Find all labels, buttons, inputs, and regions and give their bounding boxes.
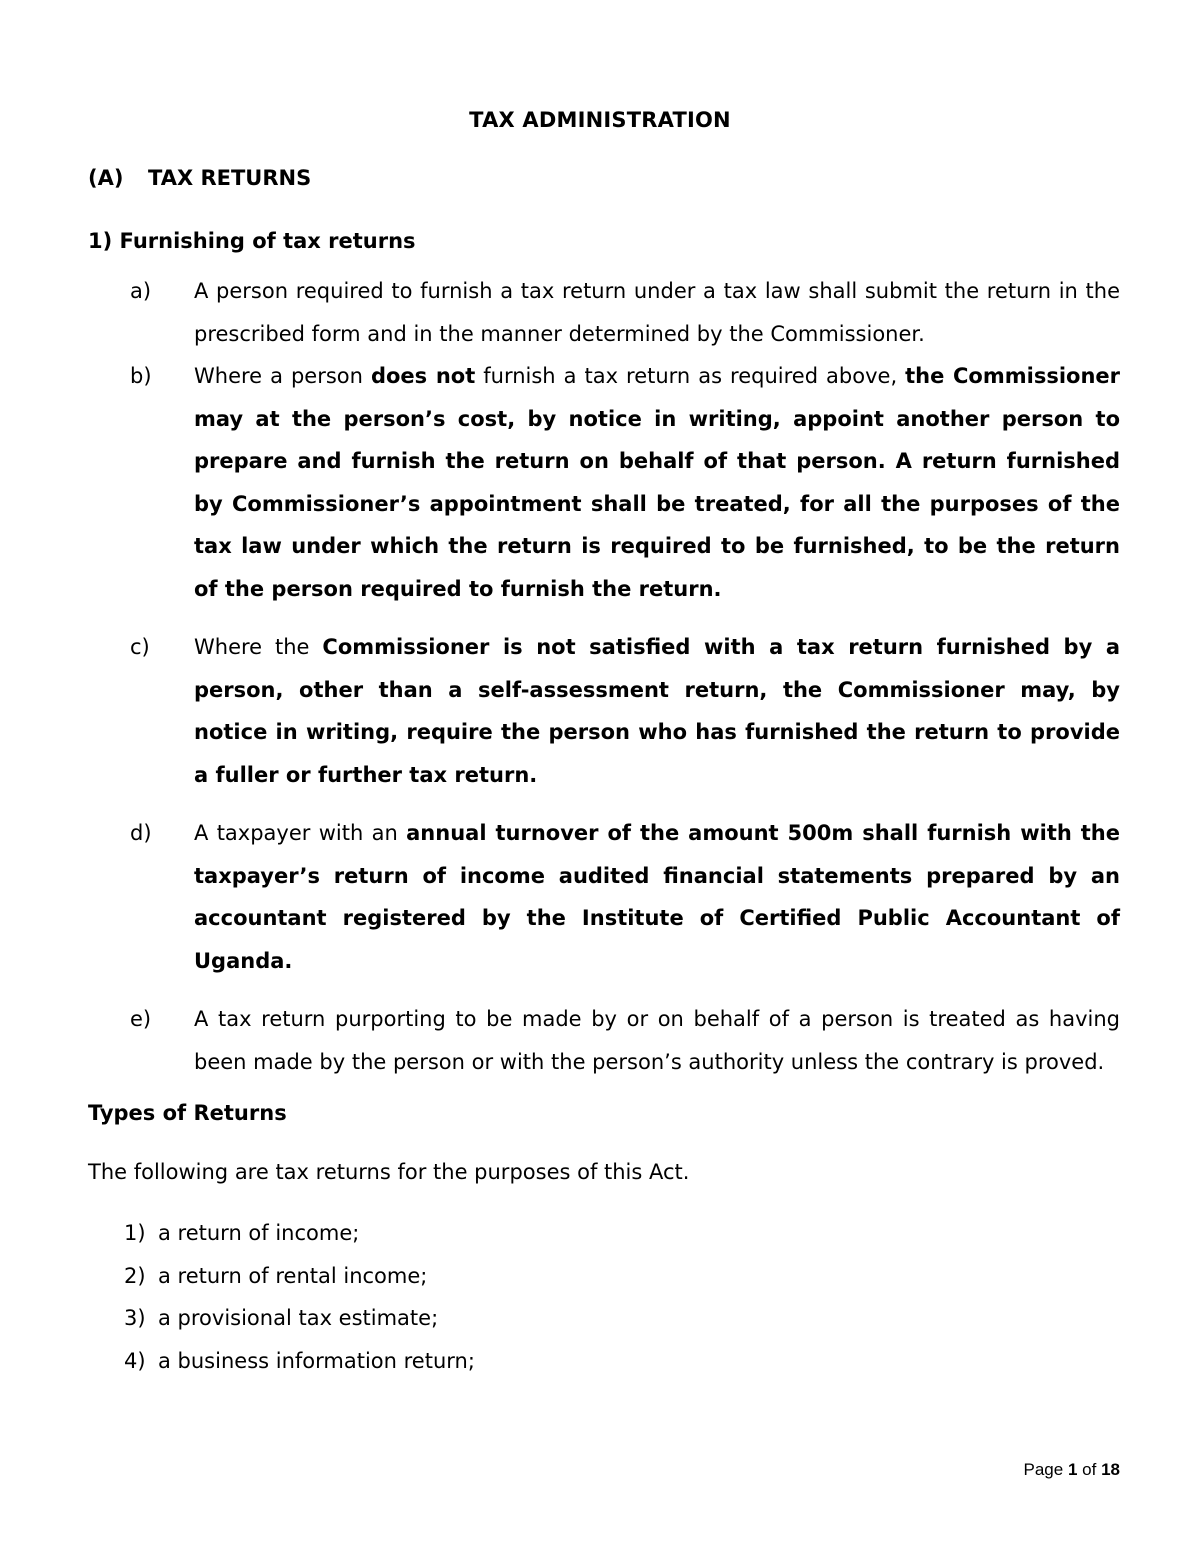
- provision-item: [88, 355, 1120, 611]
- section-heading: [88, 166, 311, 190]
- provision-item: [88, 270, 1120, 355]
- section-letter: (A): [88, 166, 124, 190]
- provision-text-bold: does not: [370, 364, 476, 388]
- provision-item: [88, 998, 1120, 1083]
- return-type-item: [88, 1212, 475, 1255]
- provision-text: A taxpayer with an: [194, 821, 407, 845]
- page-word: Page: [1023, 1460, 1064, 1479]
- provision-text: Where the: [194, 635, 323, 659]
- provision-label: a): [130, 279, 152, 303]
- provision-text: A tax return purporting to be made by or on behalf of a person is treated as having been made by the person or with the person’s authority unless the contrary is proved.: [194, 1007, 1120, 1074]
- provision-item: [88, 626, 1120, 796]
- provision-label: d): [130, 821, 152, 845]
- return-type-item: [88, 1340, 475, 1383]
- provision-text: Where a person: [194, 364, 371, 388]
- of-word: of: [1082, 1460, 1097, 1479]
- return-type-text: a provisional tax estimate;: [158, 1306, 439, 1331]
- page-total: 18: [1101, 1460, 1120, 1479]
- return-type-label: 3): [124, 1306, 146, 1331]
- provision-label: e): [130, 1007, 152, 1031]
- return-type-label: 4): [124, 1348, 146, 1373]
- types-heading: Types of Returns: [88, 1101, 287, 1125]
- provision-item: [88, 812, 1120, 982]
- provision-text: furnish a tax return as required above,: [475, 364, 906, 388]
- section-title: TAX RETURNS: [148, 166, 312, 190]
- document-title: TAX ADMINISTRATION: [469, 108, 731, 132]
- types-list: [88, 1212, 475, 1382]
- page-footer: [1024, 1460, 1120, 1480]
- return-type-text: a return of rental income;: [158, 1263, 428, 1288]
- return-type-text: a business information return;: [158, 1348, 475, 1373]
- provision-label: b): [130, 364, 152, 388]
- provision-text-bold: Commissioner is not satisfied with a tax return furnished by a person, other than a self-assessment return, the Commissioner may, by notice in writing, require the person who has furnished the return to provide a fuller or further tax return.: [194, 635, 1120, 787]
- page-number: 1: [1067, 1460, 1078, 1479]
- return-type-text: a return of income;: [158, 1221, 360, 1245]
- subsection-heading: 1) Furnishing of tax returns: [88, 229, 416, 253]
- provision-text-bold: annual turnover of the amount 500m shall furnish with the taxpayer’s return of income audited financial statements prepared by an accountant registered by the Institute of Certified Public Accountant of Uganda.: [194, 821, 1120, 973]
- types-intro: The following are tax returns for the purposes of this Act.: [88, 1160, 690, 1184]
- return-type-label: 1): [124, 1221, 146, 1245]
- provision-text: A person required to furnish a tax return under a tax law shall submit the return in the prescribed form and in the manner determined by the Commissioner.: [194, 279, 1120, 346]
- return-type-item: [88, 1297, 475, 1340]
- provision-label: c): [130, 635, 150, 659]
- provision-text-bold: the Commissioner may at the person’s cost, by notice in writing, appoint another person to prepare and furnish the return on behalf of that person. A return furnished by Commissioner’s appointment shall be treated, for all the purposes of the tax law under which the return is required to be furnished, to be the return of the person required to furnish the return.: [194, 364, 1120, 601]
- return-type-label: 2): [124, 1263, 146, 1288]
- return-type-item: [88, 1255, 475, 1298]
